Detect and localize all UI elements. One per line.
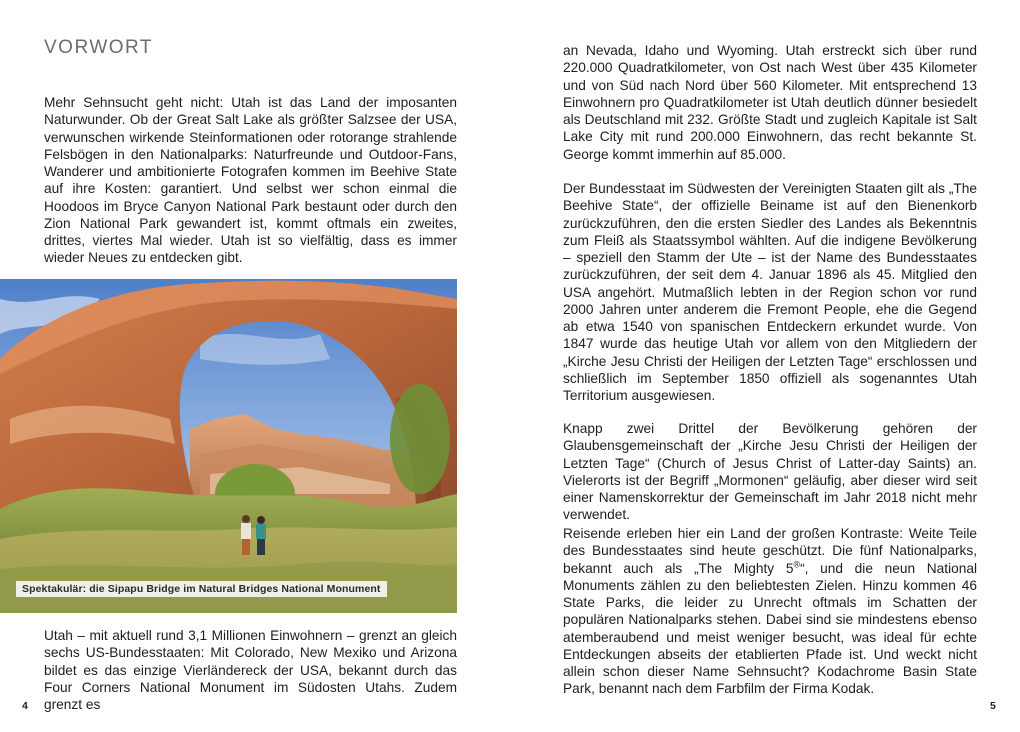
chapter-heading: VORWORT bbox=[44, 37, 154, 58]
paragraph-utah-borders: Utah – mit aktuell rund 3,1 Millionen Einwohnern – grenzt an gleich sechs US-Bundesstaaten: Mit Colorado, New Mexiko und Arizona bildet es das einzige Vierländereck der USA, bekannt durch das Four Corners National Monument im Südosten Utahs. Zudem grenzt es bbox=[44, 628, 457, 712]
contrasts-text-2: “, und die neun National Monuments zählen zu den beliebtesten Zielen. Hinzu kommen 46 State Parks, die leider zu Unrecht oftmals im Schatten der populären Nationalparks stehen. Dabei sind sie mindestens ebenso atemberaubend und meist weniger besucht, was ideal für echte Entdeckungen abseits der etablierten Pfade ist. Und weckt nicht allein schon dieser Name Sehnsucht? Kodachrome Basin State Park, benannt nach dem Farbfilm der Firma Kodak. bbox=[563, 560, 977, 697]
contrasts-text-1: Reisende erleben hier ein Land der großen Kontraste: Weite Teile des Bundesstaates sind heute geschützt. Die fünf Nationalparks, bekannt auch als „The Mighty 5 bbox=[563, 526, 977, 576]
sipapu-bridge-photo bbox=[0, 279, 457, 613]
page-number-right: 5 bbox=[990, 700, 996, 712]
registered-mark: ® bbox=[793, 558, 801, 569]
photo-caption: Spektakulär: die Sipapu Bridge im Natural Bridges National Monument bbox=[16, 581, 387, 597]
right-page bbox=[510, 0, 1020, 732]
paragraph-contrasts bbox=[563, 525, 977, 698]
intro-paragraph: Mehr Sehnsucht geht nicht: Utah ist das Land der imposanten Naturwunder. Ob der Great Salt Lake als größter Salzsee der USA, verwunschen wirkende Steinformationen oder rotorange strahlende Felsbögen in den Nationalparks: Naturfreunde und Outdoor-Fans, Wanderer und ambitionierte Fotografen kommen im Beehive State auf ihre Kosten: garantiert. Und selbst wer schon einmal die Hoodoos im Bryce Canyon National Park bestaunt oder durch den Zion National Park gewandert ist, kommt oftmals ein zweites, drittes, viertes Mal wieder. Utah ist so vielfältig, dass es immer wieder Neues zu entdecken gibt. bbox=[44, 95, 457, 266]
paragraph-area: an Nevada, Idaho und Wyoming. Utah erstreckt sich über rund 220.000 Quadratkilometer, von Ost nach West über 435 Kilometer und von Süd nach Nord über 560 Kilometer. Mit entsprechend 13 Einwohnern pro Quadratkilometer ist Utah deutlich dünner besiedelt als Deutschland mit 232. Größte Stadt und zugleich Kapitale ist Salt Lake City mit rund 200.000 Einwohnern, das recht bekannte St. George kommt immerhin auf 85.000. bbox=[563, 43, 977, 162]
page-number-left: 4 bbox=[22, 700, 28, 712]
paragraph-population: Knapp zwei Drittel der Bevölkerung gehören der Glaubensgemeinschaft der „Kirche Jesu Christi der Heiligen der Letzten Tage“ (Church of Jesus Christ of Latter-day Saints) an. Vielerorts ist der Begriff „Mormonen“ geläufig, aber dieser wird seit einer Namenskorrektur der Gemeinschaft im Jahr 2018 nicht mehr verwendet. bbox=[563, 421, 977, 523]
paragraph-beehive-state: Der Bundesstaat im Südwesten der Vereinigten Staaten gilt als „The Beehive State“, der offizielle Beiname ist auf den Bienenkorb zurückzuführen, den die ersten Siedler des Landes als Bekenntnis zum Fleiß als Staatssymbol wählten. Auf die indigene Bevölkerung – speziell den Stamm der Ute – ist der Name des Bundesstaates zurückzuführen, der seit dem 4. Januar 1896 als 45. Mitglied den USA angehört. Mutmaßlich lebten in der Region schon vor rund 2000 Jahren unter anderem die Fremont People, ehe die Gegend ab etwa 1540 von spanischen Entdeckern erkundet wurde. Von 1847 wurde das heutige Utah vor allem von den Mitgliedern der „Kirche Jesu Christi der Heiligen der Letzten Tage“ erschlossen und schließlich im September 1850 offiziell als sogenanntes Utah Territorium ausgewiesen. bbox=[563, 181, 977, 403]
arch-landscape-illustration bbox=[0, 279, 457, 613]
